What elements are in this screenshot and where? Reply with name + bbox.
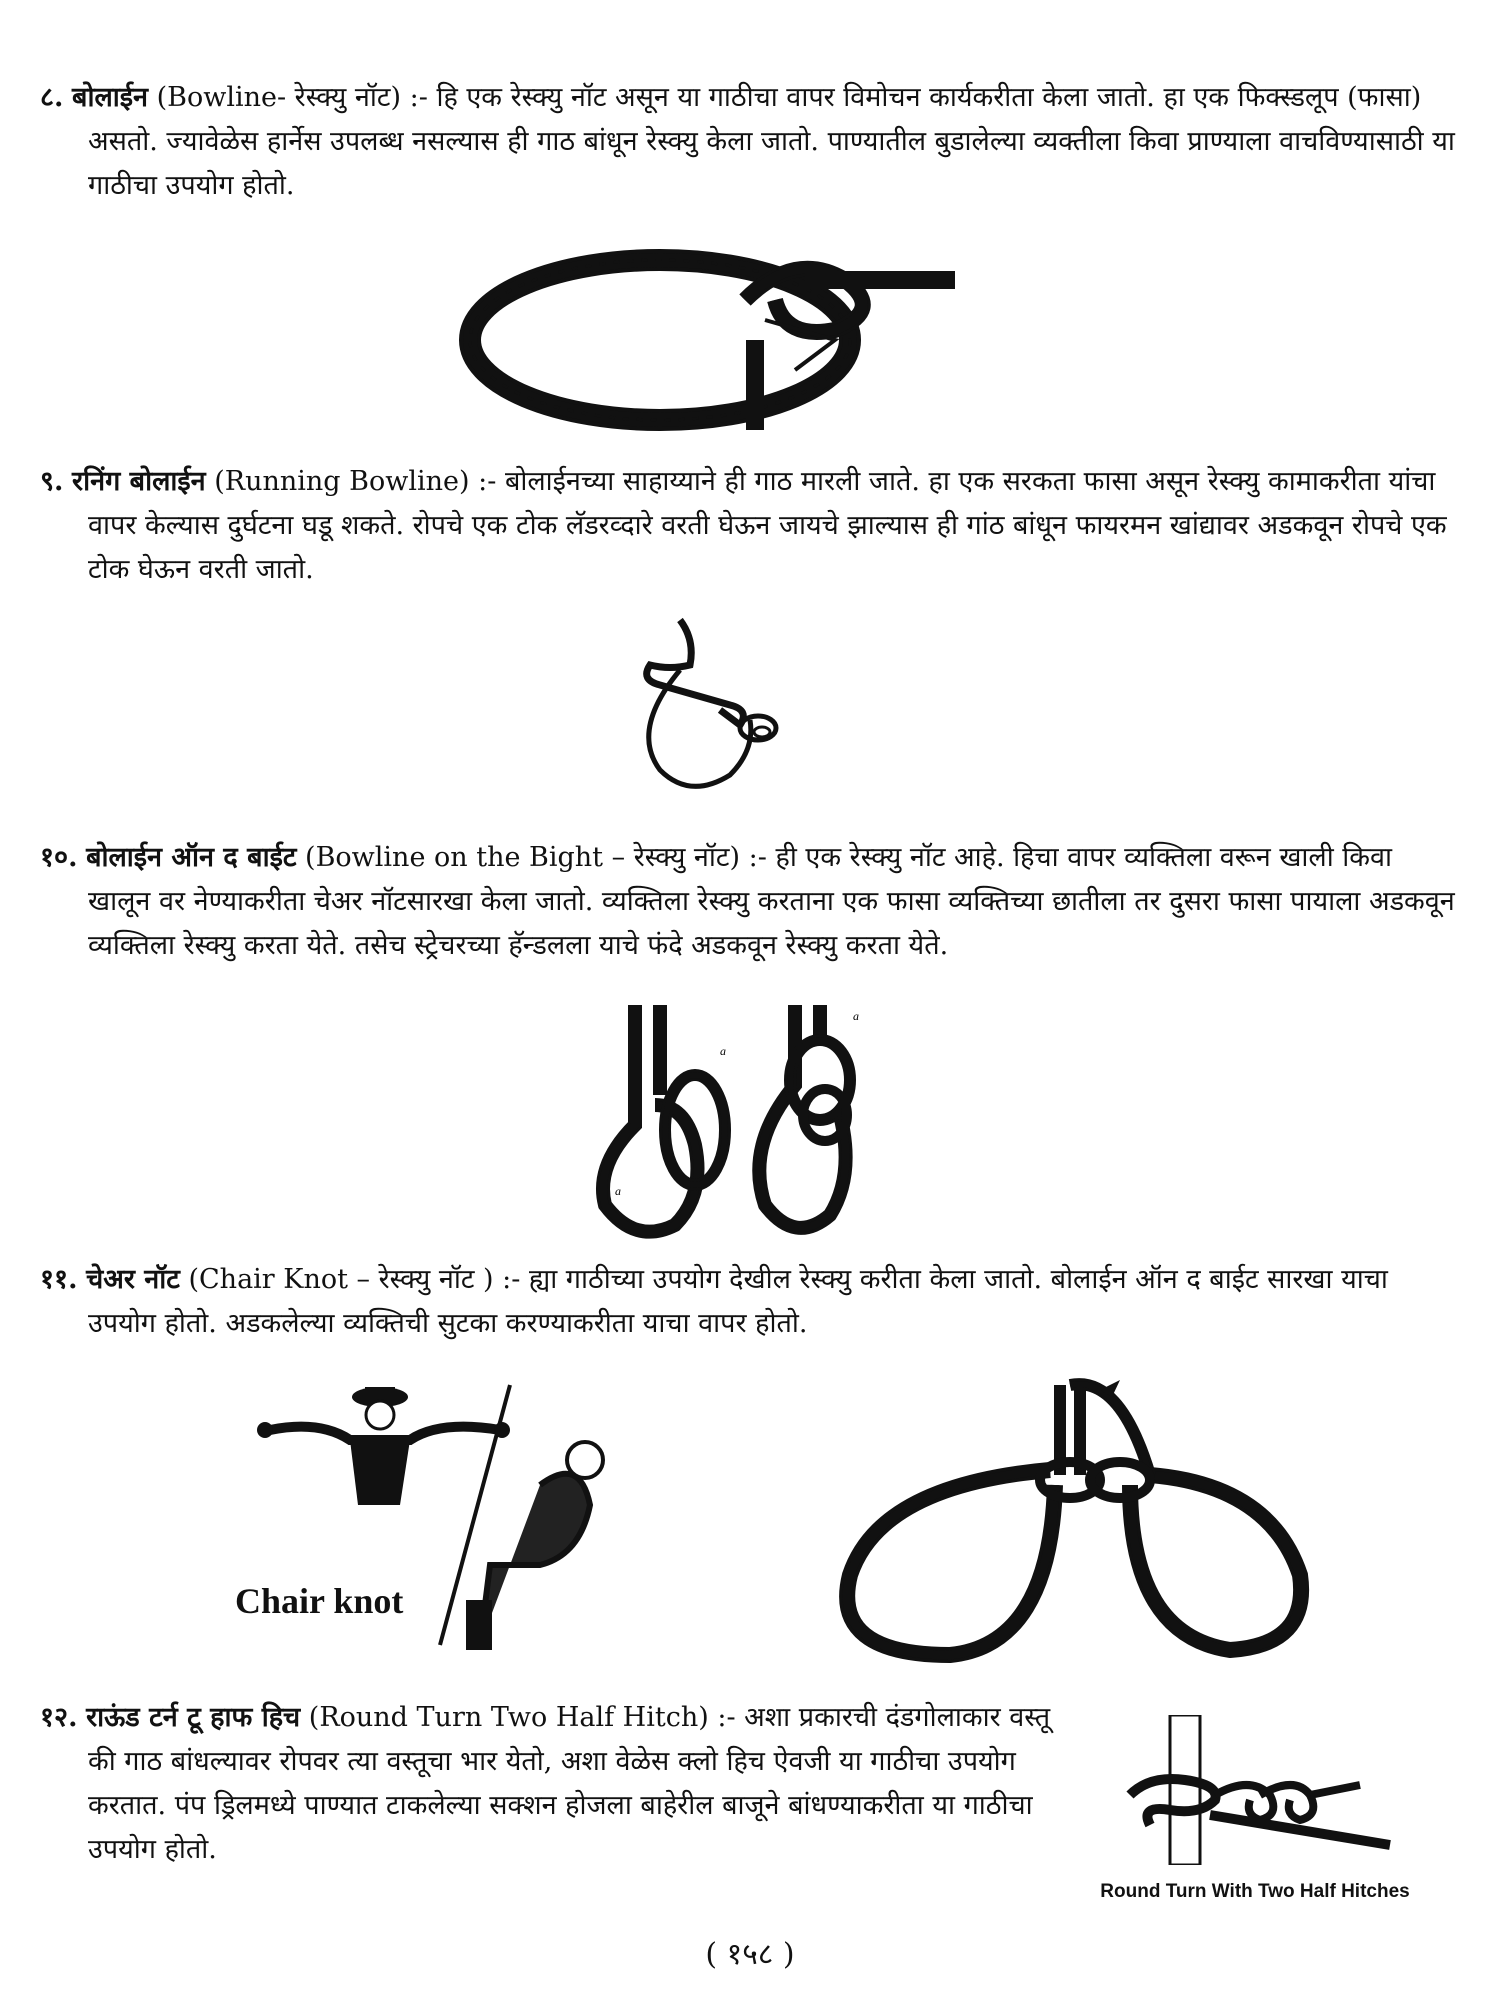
section-number: १०.	[40, 842, 78, 873]
section-title: रनिंग बोलाईन	[72, 466, 206, 497]
section-title: चेअर नॉट	[86, 1264, 180, 1295]
section-round-turn	[40, 1696, 1080, 1872]
page-number: ( १५८ )	[705, 1937, 795, 1972]
section-paragraph	[40, 76, 1460, 208]
section-english: (Bowline- रेस्क्यु नॉट)	[156, 82, 402, 113]
section-number: ९.	[40, 466, 64, 497]
section-separator: :-	[409, 82, 428, 113]
section-paragraph	[40, 460, 1460, 592]
section-separator: :-	[502, 1264, 521, 1295]
section-body: हि एक रेस्क्यु नॉट असून या गाठीचा वापर विमोचन कार्यकरीता केला जातो. हा एक फिक्स्डलूप (फासा) असतो. ज्यावेळेस हार्नेस उपलब्ध नसल्यास ही गाठ बांधून रेस्क्यु केला जातो. पाण्यातील बुडालेल्या व्यक्तीला किवा प्राण्याला वाचविण्यासाठी या गाठीचा उपयोग होतो.	[88, 82, 1455, 201]
section-bowline	[40, 76, 1460, 208]
section-paragraph	[40, 1696, 1080, 1872]
section-body: ही एक रेस्क्यु नॉट आहे. हिचा वापर व्यक्तिला वरून खाली किवा खालून वर नेण्याकरीता चेअर नॉटसारखा केला जातो. व्यक्तिला रेस्क्यु करताना एक फासा व्यक्तिच्या छातीला तर दुसरा फासा पायाला अडकवून व्यक्तिला रेस्क्यु करता येते. तसेच स्ट्रेचरच्या हॅन्डलला याचे फंदे अडकवून रेस्क्यु करता येते.	[88, 842, 1455, 961]
section-separator: :-	[748, 842, 767, 873]
bight-label: a	[853, 1009, 859, 1023]
section-number: १२.	[40, 1702, 78, 1733]
chair-knot-person-illustration	[235, 1375, 660, 1665]
section-english: (Round Turn Two Half Hitch)	[308, 1702, 709, 1733]
section-title: बोलाईन ऑन द बाईट	[86, 842, 297, 873]
section-body: बोलाईनच्या साहाय्याने ही गाठ मारली जाते. हा एक सरकता फासा असून रेस्क्यु कामाकरीता यांचा वापर केल्यास दुर्घटना घडू शकते. रोपचे एक टोक लॅडरव्दारे वरती घेऊन जायचे झाल्यास ही गांठ बांधून फायरमन खांद्यावर अडकवून रोपचे एक टोक घेऊन वरती जातो.	[88, 466, 1447, 585]
round-turn-caption: Round Turn With Two Half Hitches	[1100, 1881, 1410, 1902]
bight-label: a	[615, 1184, 621, 1198]
section-title: राऊंड टर्न टू हाफ हिच	[86, 1702, 301, 1733]
section-english: (Running Bowline)	[214, 466, 470, 497]
section-separator: :-	[717, 1702, 736, 1733]
section-paragraph	[40, 1258, 1460, 1346]
section-running-bowline	[40, 460, 1460, 592]
section-paragraph	[40, 836, 1460, 968]
bowline-illustration	[455, 240, 975, 440]
section-english: (Bowline on the Bight – रेस्क्यु नॉट)	[305, 842, 741, 873]
running-bowline-illustration	[640, 610, 820, 800]
section-title: बोलाईन	[72, 82, 148, 113]
section-body: ह्या गाठीच्या उपयोग देखील रेस्क्यु करीता केला जातो. बोलाईन ऑन द बाईट सारखा याचा उपयोग होतो. अडकलेल्या व्यक्तिची सुटका करण्याकरीता याचा वापर होतो.	[88, 1264, 1388, 1339]
section-separator: :-	[478, 466, 497, 497]
chair-knot-loops-illustration	[830, 1375, 1370, 1665]
section-body: अशा प्रकारची दंडगोलाकार वस्तू की गाठ बांधल्यावर रोपवर त्या वस्तूचा भार येतो, अशा वेळेस क्लो हिच ऐवजी या गाठीचा उपयोग करतात. पंप ड्रिलमध्ये पाण्यात टाकलेल्या सक्शन होजला बाहेरील बाजूने बांधण्याकरीता या गाठीचा उपयोग होतो.	[88, 1702, 1051, 1865]
section-number: ११.	[40, 1264, 78, 1295]
section-bowline-on-bight	[40, 836, 1460, 968]
section-english: (Chair Knot – रेस्क्यु नॉट )	[188, 1264, 494, 1295]
section-chair-knot	[40, 1258, 1460, 1346]
bowline-on-bight-illustration	[585, 995, 905, 1245]
round-turn-illustration	[1100, 1715, 1410, 1902]
section-number: ८.	[40, 82, 64, 113]
chair-knot-caption: Chair knot	[235, 1581, 404, 1621]
bight-label: a	[720, 1044, 726, 1058]
